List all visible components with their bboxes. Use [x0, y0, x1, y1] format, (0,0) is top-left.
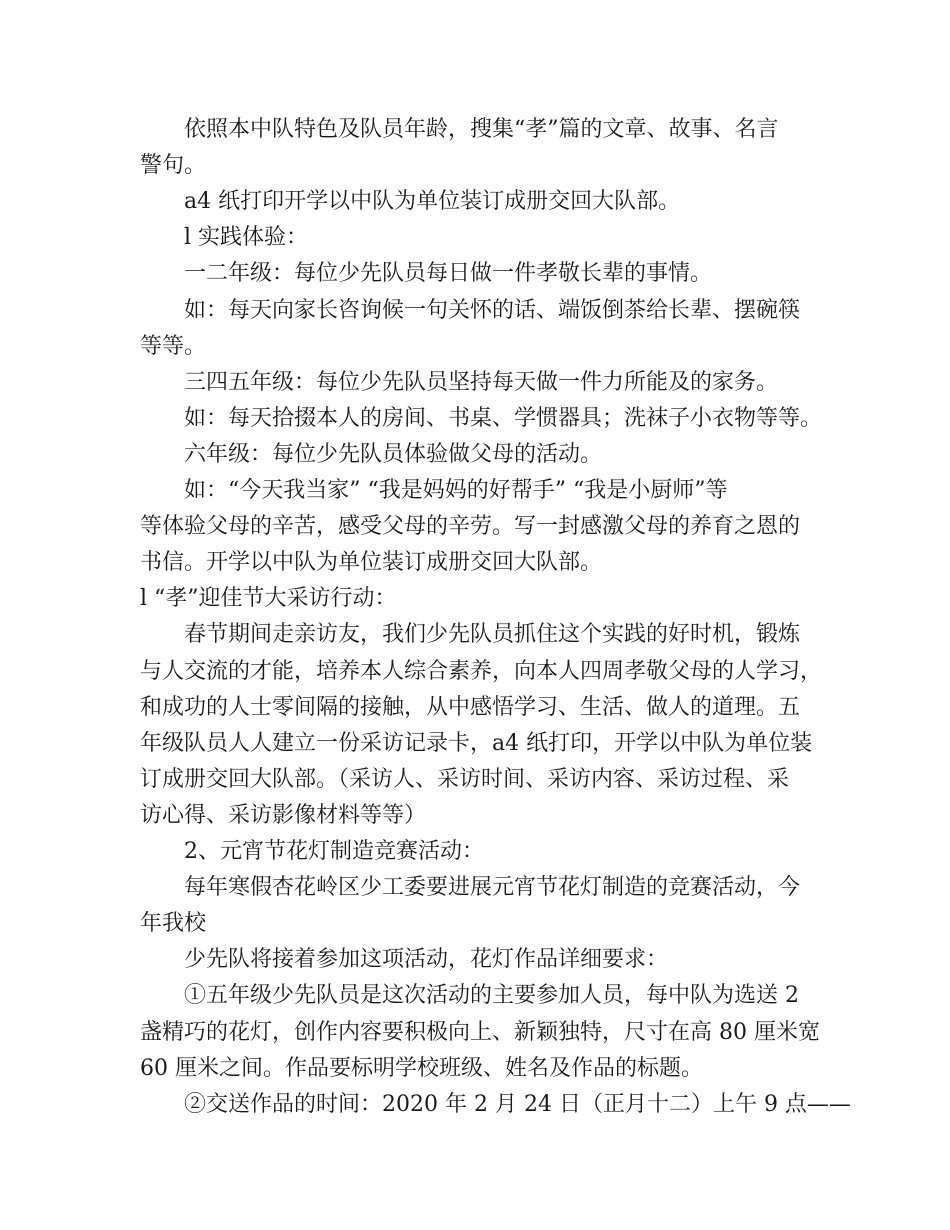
paragraph-line-first: 春节期间走亲访友，我们少先队员抓住这个实践的好时机，锻炼 [184, 622, 801, 647]
paragraph-line-first: 如：每天拾掇本人的房间、书桌、学惯器具；洗袜子小衣物等等。 [184, 406, 823, 431]
paragraph-line: 年级队员人人建立一份采访记录卡，a4 纸打印，开学以中队为单位装 [140, 731, 813, 756]
paragraph-line: 等等。 [140, 334, 207, 359]
paragraph-line-first: a4 纸打印开学以中队为单位装订成册交回大队部。 [184, 189, 681, 214]
paragraph-line-first: l 实践体验： [184, 225, 309, 250]
paragraph-line-first: 如：“今天我当家” “我是妈妈的好帮手” “我是小厨师”等 [184, 478, 728, 503]
paragraph-line: 订成册交回大队部。（采访人、采访时间、采访内容、采访过程、采 [140, 767, 790, 792]
paragraph-line-first: ①五年级少先队员是这次活动的主要参加人员，每中队为选送 2 [184, 983, 799, 1008]
paragraph-line-first: 依照本中队特色及队员年龄，搜集“孝”篇的文章、故事、名言 [184, 117, 779, 142]
paragraph-line: 访心得、采访影像材料等等） [140, 803, 427, 828]
paragraph-line-first: 如：每天向家长咨询候一句关怀的话、端饭倒茶给长辈、摆碗筷 [184, 298, 801, 323]
paragraph-line-first: 每年寒假杏花岭区少工委要进展元宵节花灯制造的竞赛活动，今 [184, 875, 801, 900]
paragraph-line: 与人交流的才能，培养本人综合素养，向本人四周孝敬父母的人学习， [140, 659, 823, 684]
paragraph-line-first: ②交送作品的时间：2020 年 2 月 24 日（正月十二）上午 9 点—— [184, 1092, 851, 1117]
paragraph-line: 和成功的人士零间隔的接触，从中感悟学习、生活、做人的道理。五 [140, 695, 801, 720]
paragraph-line-first: 一二年级：每位少先队员每日做一件孝敬长辈的事情。 [184, 261, 713, 286]
paragraph-line-first: 三四五年级：每位少先队员坚持每天做一件力所能及的家务。 [184, 370, 779, 395]
paragraph-line: 盏精巧的花灯，创作内容要积极向上、新颖独特，尺寸在高 80 厘米宽 [140, 1020, 820, 1045]
paragraph-line-first: l “孝”迎佳节大采访行动： [140, 586, 397, 611]
paragraph-line: 60 厘米之间。作品要标明学校班级、姓名及作品的标题。 [140, 1056, 703, 1081]
paragraph-line-first: 六年级：每位少先队员体验做父母的活动。 [184, 442, 603, 467]
paragraph-line: 警句。 [140, 153, 207, 178]
paragraph-line-first: 少先队将接着参加这项活动，花灯作品详细要求： [184, 947, 669, 972]
paragraph-line: 年我校 [140, 911, 207, 936]
paragraph-line-first: 2、元宵节花灯制造竞赛活动： [184, 839, 484, 864]
paragraph-line: 书信。开学以中队为单位装订成册交回大队部。 [140, 550, 603, 575]
paragraph-line: 等体验父母的辛苦，感受父母的辛劳。写一封感激父母的养育之恩的 [140, 514, 801, 539]
